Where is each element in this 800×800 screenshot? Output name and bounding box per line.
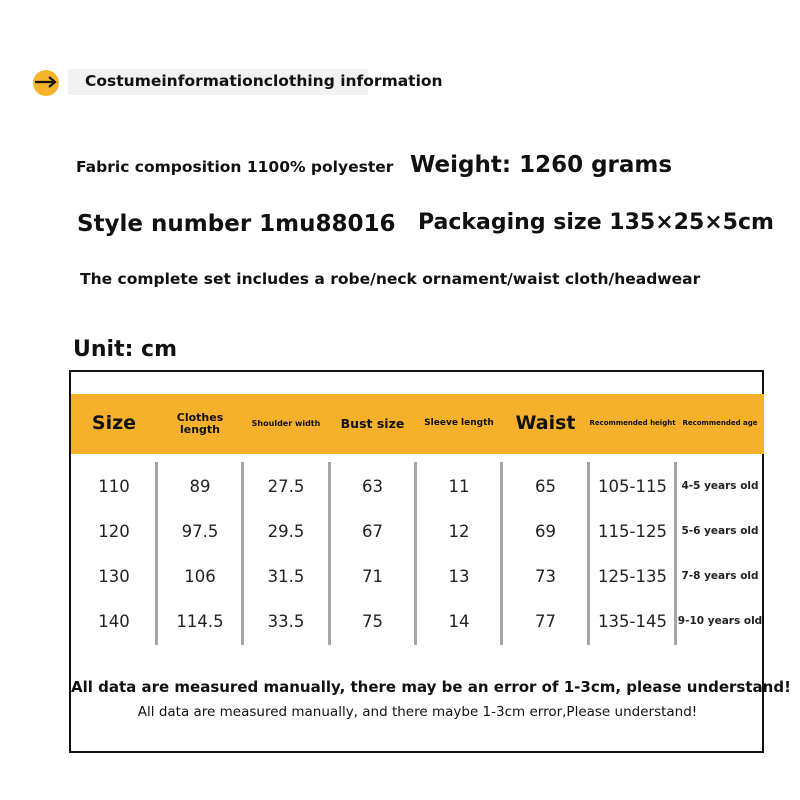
cell-recommended-age: 5-6 years old: [681, 525, 759, 537]
measurement-note: All data are measured manually, there may be an error of 1-3cm, please understand!: [71, 678, 791, 696]
column-divider: [674, 462, 677, 645]
cell-recommended-height: 135-145: [598, 611, 667, 631]
cell-waist: 73: [535, 566, 556, 586]
cell-sleeve-length: 13: [448, 566, 470, 586]
cell-shoulder-width: 29.5: [267, 521, 305, 541]
style-number: Style number 1mu88016: [77, 211, 396, 237]
set-contents: The complete set includes a robe/neck ornament/waist cloth/headwear: [80, 270, 701, 288]
column-divider: [241, 462, 244, 645]
cell-recommended-height: 125-135: [598, 566, 667, 586]
cell-bust-size: 63: [362, 476, 383, 496]
cell-clothes-length: 114.5: [176, 611, 224, 631]
fabric-composition: Fabric composition 1100% polyester: [76, 158, 394, 176]
header-waist: Waist: [515, 412, 576, 435]
cell-size: 110: [98, 476, 130, 496]
column-divider: [155, 462, 158, 645]
cell-sleeve-length: 12: [448, 521, 470, 541]
cell-size: 130: [98, 566, 130, 586]
unit-label: Unit: cm: [73, 337, 178, 362]
weight: Weight: 1260 grams: [410, 152, 673, 178]
cell-recommended-age: 9-10 years old: [677, 615, 763, 627]
header-sleeve-length: Sleeve length: [424, 418, 494, 429]
cell-shoulder-width: 31.5: [267, 566, 305, 586]
column-divider: [587, 462, 590, 645]
column-divider: [500, 462, 503, 645]
cell-recommended-age: 4-5 years old: [681, 480, 759, 492]
cell-size: 120: [98, 521, 130, 541]
cell-bust-size: 71: [362, 566, 383, 586]
cell-clothes-length: 106: [184, 566, 216, 586]
packaging-size: Packaging size 135×25×5cm: [418, 210, 774, 235]
cell-bust-size: 67: [362, 521, 383, 541]
cell-shoulder-width: 33.5: [267, 611, 305, 631]
header-clothes-length: Clothes length: [176, 411, 224, 436]
arrow-right-icon: [33, 70, 59, 96]
cell-sleeve-length: 14: [448, 611, 470, 631]
cell-waist: 77: [535, 611, 556, 631]
cell-recommended-height: 115-125: [598, 521, 667, 541]
cell-clothes-length: 89: [189, 476, 211, 496]
measurement-note-secondary: All data are measured manually, and there maybe 1-3cm error,Please understand!: [137, 704, 698, 720]
cell-recommended-age: 7-8 years old: [681, 570, 759, 582]
cell-waist: 65: [535, 476, 556, 496]
header-recommended-age: Recommended age: [682, 419, 758, 428]
cell-size: 140: [98, 611, 130, 631]
header-size: Size: [91, 412, 137, 435]
cell-shoulder-width: 27.5: [267, 476, 305, 496]
cell-recommended-height: 105-115: [598, 476, 667, 496]
cell-waist: 69: [535, 521, 556, 541]
column-divider: [414, 462, 417, 645]
cell-sleeve-length: 11: [448, 476, 470, 496]
header-bust-size: Bust size: [340, 416, 405, 432]
cell-clothes-length: 97.5: [181, 521, 219, 541]
header-recommended-height: Recommended height: [589, 419, 676, 428]
section-title: Costumeinformationclothing information: [85, 72, 443, 90]
header-shoulder-width: Shoulder width: [251, 418, 321, 428]
cell-bust-size: 75: [362, 611, 383, 631]
column-divider: [328, 462, 331, 645]
